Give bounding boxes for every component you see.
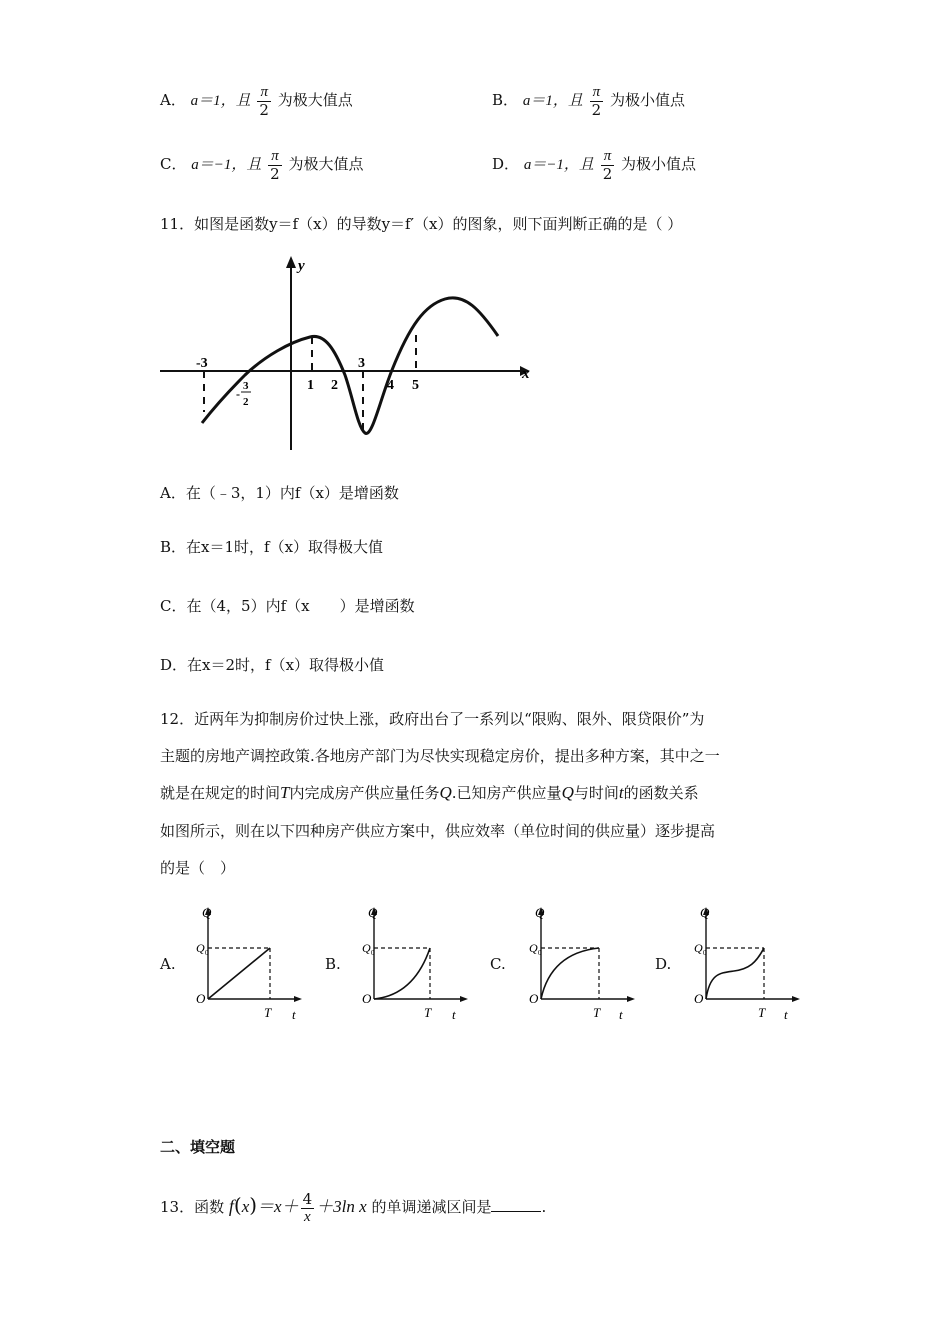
fraction-4-over-x: [301, 1191, 315, 1225]
t-axis-arrow: [627, 996, 635, 1002]
text-segment: 与时间: [573, 784, 619, 802]
option-tail: 为极小值点: [621, 155, 697, 173]
frac-den: 2: [270, 164, 280, 183]
t-label: t: [452, 1007, 456, 1022]
option-label: A．: [160, 91, 186, 109]
pi-over-2: [590, 84, 604, 118]
frac-den: 2: [259, 100, 269, 119]
q0-subscript: 0: [371, 949, 375, 957]
frac-num: π: [590, 84, 604, 102]
q10-option-b: [492, 84, 685, 118]
t-label: t: [784, 1007, 788, 1022]
pi-over-2: [257, 84, 271, 118]
q-label: Q: [700, 905, 710, 920]
frac-den: 2: [602, 164, 613, 183]
var-T: T: [280, 783, 290, 802]
q12-graph-c: [529, 903, 641, 1023]
frac-num: 4: [302, 1190, 313, 1208]
T-label: T: [593, 1005, 601, 1020]
T-label: T: [758, 1005, 766, 1020]
supply-curve: [208, 948, 270, 999]
tick-neg3: -3: [196, 356, 208, 371]
frac-num: π: [268, 148, 282, 166]
q10-option-a: [160, 84, 353, 118]
y-axis-arrow: [286, 256, 296, 268]
text-segment: 就是在规定的时间: [160, 784, 281, 802]
q0-subscript: 0: [538, 949, 542, 957]
q-label: Q: [368, 905, 378, 920]
y-axis-label: y: [298, 258, 305, 274]
frac-den: 2: [591, 100, 602, 119]
q12-choice-d-label: D.: [655, 955, 672, 973]
option-tail: 为极小值点: [609, 91, 685, 109]
answer-blank[interactable]: [491, 1197, 541, 1212]
t-label: t: [292, 1007, 296, 1022]
option-condition: a＝1，且: [190, 93, 251, 109]
q10-option-d: [492, 148, 696, 182]
frac-den: x: [304, 1208, 311, 1225]
option-condition: a＝−1，且: [523, 157, 594, 173]
origin-label: O: [362, 991, 372, 1006]
T-label: T: [424, 1005, 432, 1020]
origin-label: O: [529, 991, 539, 1006]
q-label: Q: [535, 905, 545, 920]
option-condition: a＝1，且: [522, 93, 583, 109]
text-segment: 的函数关系: [623, 784, 699, 802]
tick-neg-sign: -: [236, 387, 240, 401]
origin-label: O: [196, 991, 206, 1006]
q0-label: Q: [694, 941, 703, 955]
tick-1: 1: [307, 378, 314, 393]
q11-option-b: B．在x＝1时，f（x）取得极大值: [160, 538, 384, 556]
q-label: Q: [202, 905, 212, 920]
pi-over-2: [268, 148, 282, 182]
text-segment: 内完成房产供应量任务: [289, 784, 440, 802]
frac-num: π: [257, 84, 271, 102]
q0-subscript: 0: [703, 949, 707, 957]
var-t: t: [618, 783, 624, 802]
var-Q: Q: [439, 783, 452, 802]
q11-stem: 11．如图是函数y＝f（x）的导数y＝f′（x）的图象，则下面判断正确的是（ ）: [160, 215, 683, 233]
tick-neg1.5-num: 3: [243, 380, 249, 392]
option-tail: 为极大值点: [288, 155, 364, 173]
derivative-curve: [202, 298, 498, 434]
t-axis-arrow: [460, 996, 468, 1002]
expr-part: ＝x＋: [257, 1197, 299, 1216]
q11-option-a: A．在（﹣3，1）内f（x）是增函数: [160, 484, 399, 502]
q12-stem-line5: 的是（ ）: [160, 859, 236, 877]
pi-over-2: [601, 148, 615, 182]
q12-stem-line2: 主题的房地产调控政策.各地房产部门为尽快实现稳定房价，提出多种方案，其中之一: [160, 747, 720, 765]
section-heading: 二、填空题: [160, 1138, 236, 1156]
T-label: T: [264, 1005, 272, 1020]
text-segment: 的单调递减区间是: [371, 1198, 492, 1216]
q0-label: Q: [362, 941, 371, 955]
var-f: f: [228, 1196, 234, 1216]
q12-stem-line3: [160, 782, 699, 803]
option-label: B．: [492, 91, 519, 109]
q11-derivative-graph: [150, 250, 540, 460]
tick-2: 2: [331, 378, 338, 393]
expr-part: ＋3ln x: [316, 1197, 367, 1216]
q0-label: Q: [196, 941, 205, 955]
q12-graph-d: [694, 903, 806, 1023]
option-label: D．: [492, 155, 520, 173]
origin-label: O: [694, 991, 704, 1006]
text-segment: 13．函数: [160, 1198, 225, 1216]
supply-curve: [374, 948, 430, 999]
var-Q: Q: [561, 783, 574, 802]
tick-neg1.5-den: 2: [243, 396, 249, 408]
q12-graph-b: [362, 903, 474, 1023]
q0-subscript: 0: [205, 949, 209, 957]
q12-choice-b-label: B.: [325, 955, 341, 973]
t-axis-arrow: [294, 996, 302, 1002]
q12-stem-line1: 12．近两年为抑制房价过快上涨，政府出台了一系列以“限购、限外、限贷限价”为: [160, 710, 705, 728]
frac-num: π: [601, 148, 615, 166]
option-tail: 为极大值点: [277, 91, 353, 109]
option-label: C．: [160, 155, 187, 173]
paren-open: (: [233, 1193, 242, 1217]
tick-3: 3: [358, 356, 365, 371]
tick-5: 5: [412, 378, 419, 393]
q12-choice-a-label: A.: [160, 955, 176, 973]
q11-option-c: C．在（4，5）内f（x ）是增函数: [160, 597, 415, 615]
q12-choice-c-label: C.: [490, 955, 506, 973]
supply-curve: [541, 948, 599, 999]
q12-graph-a: [196, 903, 308, 1023]
text-segment: .已知房产供应量: [451, 784, 562, 802]
supply-curve: [706, 948, 764, 999]
q0-label: Q: [529, 941, 538, 955]
q11-option-d: D．在x＝2时，f（x）取得极小值: [160, 656, 385, 674]
q10-option-c: [160, 148, 364, 182]
q12-stem-line4: 如图所示，则在以下四种房产供应方案中，供应效率（单位时间的供应量）逐步提高: [160, 822, 716, 840]
option-condition: a＝−1，且: [191, 157, 262, 173]
q13-question: [160, 1191, 546, 1225]
x-axis-label: x: [522, 366, 530, 382]
tick-4: 4: [387, 378, 394, 393]
t-label: t: [619, 1007, 623, 1022]
t-axis-arrow: [792, 996, 800, 1002]
paren-close: ): [249, 1193, 258, 1217]
text-segment: .: [541, 1198, 547, 1216]
var-x: x: [241, 1197, 250, 1216]
